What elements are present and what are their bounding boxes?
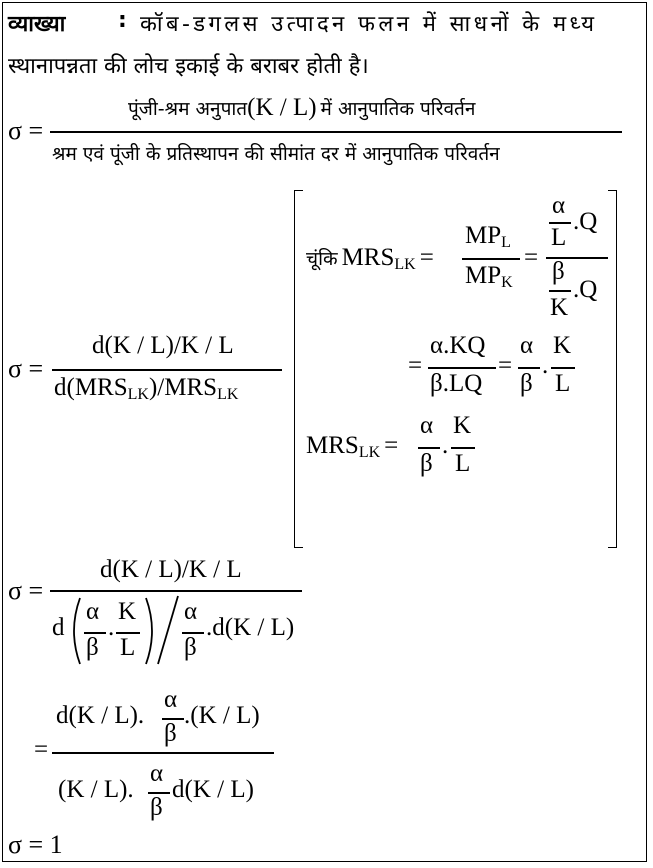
final-result: σ = 1 — [8, 830, 63, 859]
l-3: L — [455, 450, 471, 477]
step3-num-beta: β — [164, 720, 177, 747]
step3-fraction-bar — [52, 752, 274, 754]
beta-2: β — [520, 370, 533, 397]
right-bracket — [608, 190, 617, 548]
mpk: $MP_K$ — [465, 262, 513, 291]
step3-num-b: .(K / L) — [184, 702, 260, 729]
step2-beta-2: β — [184, 634, 197, 661]
akq: α.KQ — [430, 332, 486, 359]
beta-k-bar — [549, 290, 571, 292]
dot-2: . — [542, 352, 549, 379]
definition-denominator: श्रम एवं पूंजी के प्रतिस्थापन की सीमांत दर में आनुपातिक परिवर्तन — [52, 143, 500, 165]
k-under-beta: K — [550, 294, 569, 321]
step2-alpha: α — [86, 598, 100, 625]
k-2: K — [553, 332, 572, 359]
step2-beta: β — [86, 634, 99, 661]
step2-tail: .d(K / L) — [206, 614, 295, 641]
beta-bottom: β — [552, 258, 565, 285]
step3-den-alpha: α — [150, 760, 164, 787]
step2-slash — [156, 594, 180, 666]
mp-fraction-bar — [462, 258, 520, 260]
blq: β.LQ — [430, 370, 483, 397]
dot-q-bottom: .Q — [573, 276, 598, 303]
eq-2: = — [524, 244, 539, 271]
step1-lhs: σ = — [8, 354, 44, 383]
l-2: L — [555, 370, 571, 397]
dot-3: . — [442, 432, 449, 459]
step2-k: K — [118, 598, 137, 625]
step1-denominator: $d(MRS_{LK})/MRS_{LK}$ — [54, 374, 239, 403]
beta-3: β — [420, 450, 433, 477]
mpl: $MP_L$ — [465, 222, 511, 251]
akq-bar — [428, 367, 496, 369]
alpha-beta-bar-2 — [518, 367, 540, 369]
step2-l: L — [120, 634, 136, 661]
step3-den-beta: β — [150, 794, 163, 821]
mrs-result: MRSLK = — [306, 432, 399, 461]
since-mrs: चूंकि MRSLK = — [306, 244, 434, 273]
step2-lhs: σ = — [8, 576, 44, 605]
step2-d: d — [52, 614, 65, 641]
intro-line-2: स्थानापन्नता की लोच इकाई के बराबर होती है। — [8, 54, 369, 79]
dot-q-top: .Q — [573, 208, 598, 235]
k-l-bar-3 — [451, 447, 475, 449]
step3-den-a: (K / L). — [58, 776, 134, 803]
step3-eq: = — [34, 736, 49, 763]
left-bracket — [294, 190, 303, 548]
alpha-3: α — [420, 412, 434, 439]
definition-numerator: पूंजी-श्रम अनुपात(K / L) में आनुपातिक परिवर्तन — [128, 94, 476, 121]
definition-fraction-bar — [50, 131, 622, 133]
step2-left-paren — [66, 596, 86, 666]
step2-fraction-bar — [50, 590, 302, 592]
definition-lhs: σ = — [8, 116, 44, 145]
alpha-top: α — [552, 192, 566, 219]
step3-num-a: d(K / L). — [56, 702, 145, 729]
step1-fraction-bar — [52, 369, 282, 371]
step2-numerator: d(K / L)/K / L — [100, 556, 242, 583]
step2-alpha-2: α — [184, 598, 198, 625]
alpha-2: α — [520, 332, 534, 359]
l-under-alpha: L — [551, 224, 567, 251]
k-l-bar-2 — [551, 367, 575, 369]
k-3: K — [453, 412, 472, 439]
step3-den-b: d(K / L) — [172, 776, 254, 803]
step3-num-alpha: α — [164, 686, 178, 713]
step2-dot: . — [108, 614, 115, 641]
alpha-beta-bar-3 — [418, 447, 440, 449]
intro-line-1: कॉब-डगलस उत्पादन फलन में साधनों के मध्य — [140, 12, 598, 37]
step1-numerator: d(K / L)/K / L — [92, 332, 234, 359]
explanation-label: व्याख्या — [8, 12, 66, 37]
eq-4: = — [498, 352, 513, 379]
explanation-colon: : — [118, 8, 127, 33]
eq-3: = — [408, 352, 423, 379]
